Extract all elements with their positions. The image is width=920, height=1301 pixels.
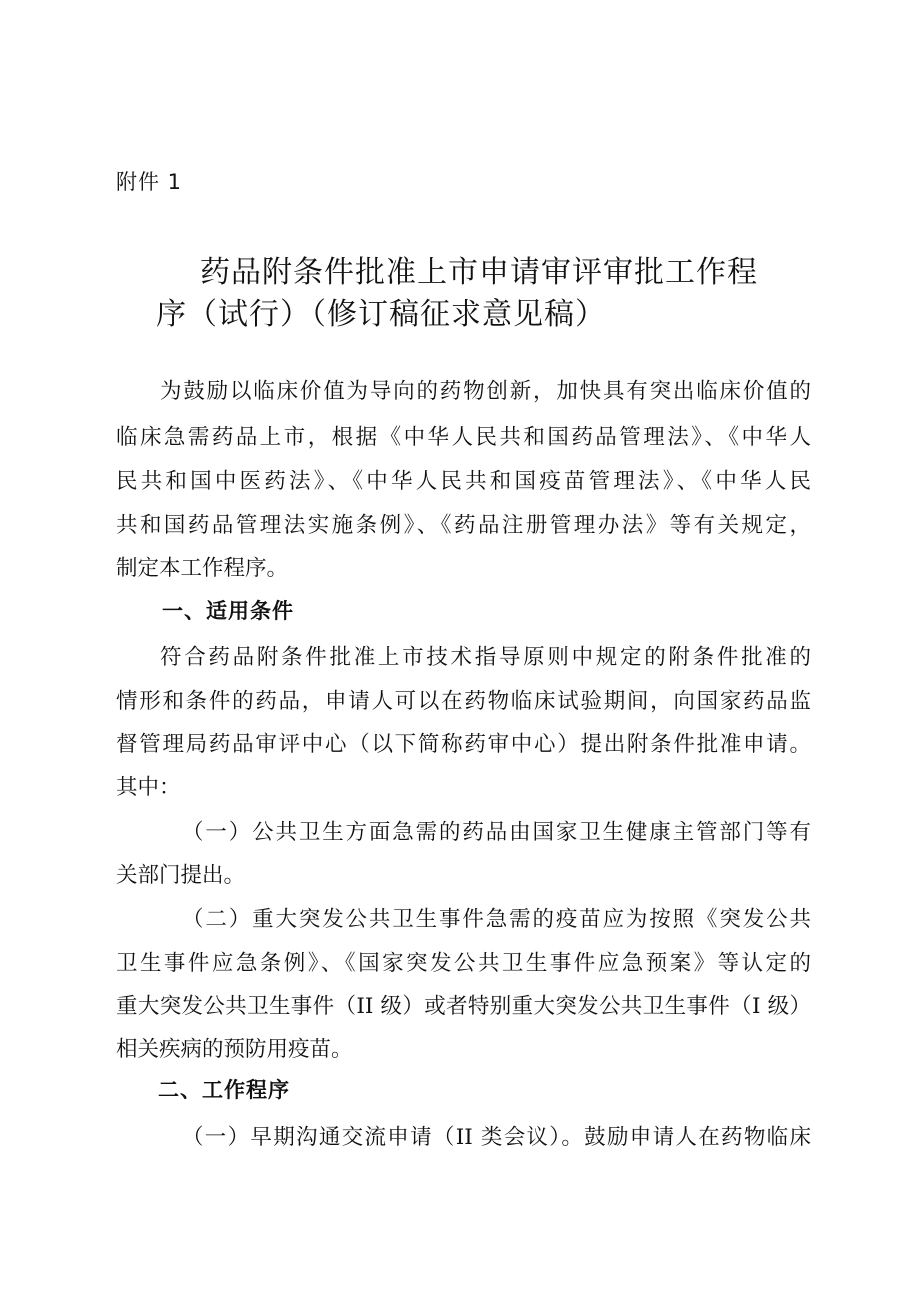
section-2-heading: 二、工作程序 xyxy=(158,1078,290,1102)
section-2-item-1-line-1: （一）早期沟通交流申请（II 类会议）。鼓励申请人在药物临床 xyxy=(182,1125,811,1150)
section-1-item-1-line-1: （一）公共卫生方面急需的药品由国家卫生健康主管部门等有 xyxy=(182,820,811,845)
section-1-item-2-line-4: 相关疾病的预防用疫苗。 xyxy=(116,1037,353,1062)
intro-line-4: 共和国药品管理法实施条例》、《药品注册管理办法》等有关规定， xyxy=(116,513,811,538)
section-1-item-1-line-2: 关部门提出。 xyxy=(116,863,246,888)
document-title-line-1: 药品附条件批准上市申请审评审批工作程 xyxy=(200,255,758,290)
section-1-item-2-line-2: 卫生事件应急条例》、《国家突发公共卫生事件应急预案》等认定的 xyxy=(116,951,811,976)
section-1-para-line-2: 情形和条件的药品，申请人可以在药物临床试验期间，向国家药品监 xyxy=(116,689,811,714)
section-1-heading: 一、适用条件 xyxy=(162,599,294,623)
section-1-para-line-1: 符合药品附条件批准上市技术指导原则中规定的附条件批准的 xyxy=(160,645,811,670)
section-1-item-2-line-1: （二）重大突发公共卫生事件急需的疫苗应为按照《突发公共 xyxy=(182,907,811,932)
section-1-item-2-line-3: 重大突发公共卫生事件（II 级）或者特别重大突发公共卫生事件（I 级） xyxy=(116,994,811,1019)
intro-line-1: 为鼓励以临床价值为导向的药物创新，加快具有突出临床价值的 xyxy=(160,379,811,404)
attachment-label: 附件 1 xyxy=(116,170,183,194)
intro-line-3: 民共和国中医药法》、《中华人民共和国疫苗管理法》、《中华人民 xyxy=(116,469,811,494)
intro-line-5: 制定本工作程序。 xyxy=(116,556,289,581)
section-1-para-line-4: 其中： xyxy=(116,775,181,800)
intro-line-2: 临床急需药品上市，根据《中华人民共和国药品管理法》、《中华人 xyxy=(116,425,811,450)
document-title-line-2: 序（试行）（修订稿征求意见稿） xyxy=(156,297,606,332)
section-1-para-line-3: 督管理局药品审评中心（以下简称药审中心）提出附条件批准申请。 xyxy=(116,732,811,757)
